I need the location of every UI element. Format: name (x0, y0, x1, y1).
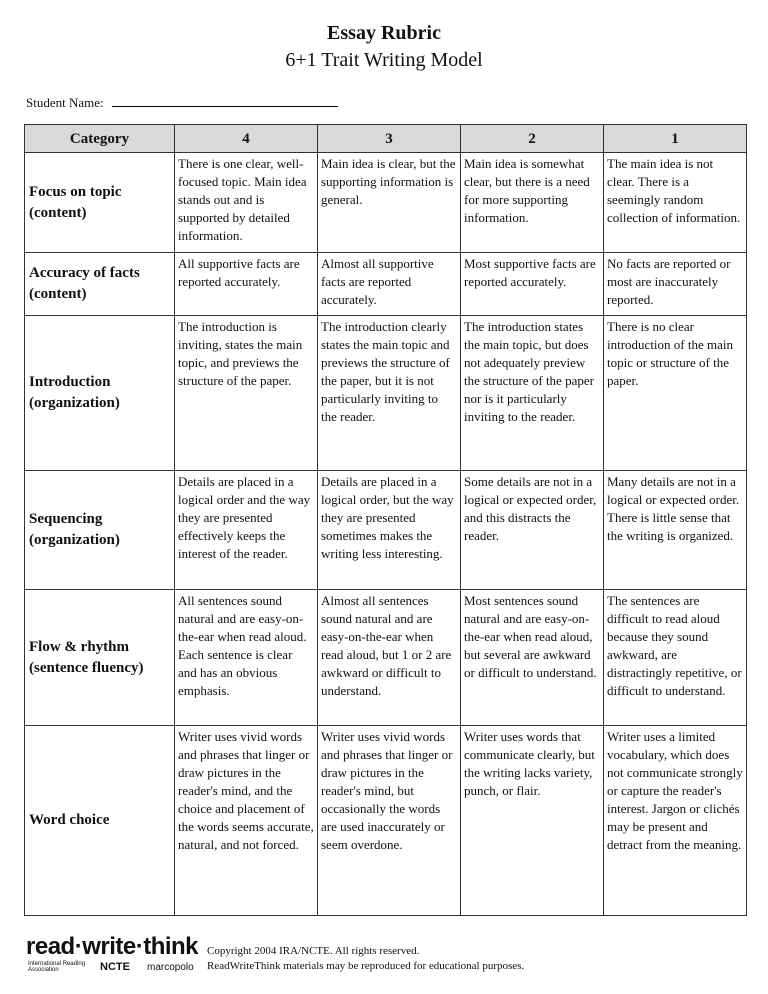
category-cell (25, 253, 175, 316)
criteria-cell: The introduction states the main topic, but does not adequately preview the structure of the paper nor is it particularly inviting to the reader. (461, 316, 604, 471)
header-score-4: 4 (175, 125, 318, 153)
criteria-cell: Writer uses a limited vocabulary, which does not communicate strongly or capture the reader's interest. Jargon or clichés may be present and detract from the meaning. (604, 726, 747, 916)
criteria-cell: Almost all supportive facts are reported accurately. (318, 253, 461, 316)
reproduction-text: ReadWriteThink materials may be reproduced for educational purposes. (207, 960, 525, 972)
criteria-cell: The sentences are difficult to read aloud because they sound awkward, are distractingly repetitive, or difficult to understand. (604, 590, 747, 726)
table-row (25, 471, 747, 590)
category-name: Focus on topic (29, 183, 122, 200)
criteria-cell: Details are placed in a logical order and the way they are presented effectively keeps the interest of the reader. (175, 471, 318, 590)
category-name: Flow & rhythm (29, 638, 129, 655)
header-row (25, 125, 747, 153)
header-score-1: 1 (604, 125, 747, 153)
criteria-cell: The main idea is not clear. There is a seemingly random collection of information. (604, 153, 747, 253)
criteria-cell: Main idea is clear, but the supporting information is general. (318, 153, 461, 253)
criteria-cell: There is one clear, well-focused topic. Main idea stands out and is supported by detailed information. (175, 153, 318, 253)
table-row (25, 316, 747, 471)
page-footer (26, 933, 746, 976)
category-cell (25, 471, 175, 590)
page-title: Essay Rubric (327, 22, 441, 44)
table-row (25, 153, 747, 253)
category-cell (25, 590, 175, 726)
category-cell (25, 726, 175, 916)
criteria-cell: Writer uses words that communicate clearly, but the writing lacks variety, punch, or flair. (461, 726, 604, 916)
logo-wordmark: read·write·think (26, 933, 199, 960)
criteria-cell: Details are placed in a logical order, but the way they are presented sometimes makes the writing less interesting. (318, 471, 461, 590)
category-cell (25, 316, 175, 471)
criteria-cell: Most sentences sound natural and are easy-on-the-ear when read aloud, but several are awkward or difficult to understand. (461, 590, 604, 726)
criteria-cell: No facts are reported or most are inaccurately reported. (604, 253, 747, 316)
copyright-text: Copyright 2004 IRA/NCTE. All rights reserved. (207, 945, 420, 957)
page-subtitle: 6+1 Trait Writing Model (285, 49, 483, 71)
category-trait: (organization) (29, 395, 120, 411)
category-trait: (content) (29, 204, 87, 221)
table-row (25, 590, 747, 726)
criteria-cell: Almost all sentences sound natural and are easy-on-the-ear when read aloud, but 1 or 2 are awkward or difficult to understand. (318, 590, 461, 726)
copyright-notice (207, 944, 524, 974)
category-name: Word choice (29, 812, 110, 828)
criteria-cell: There is no clear introduction of the main topic or structure of the paper. (604, 316, 747, 471)
criteria-cell: Writer uses vivid words and phrases that linger or draw pictures in the reader's mind, but occasionally the words are used inaccurately or seem overdone. (318, 726, 461, 916)
table-row (25, 253, 747, 316)
criteria-cell: Writer uses vivid words and phrases that linger or draw pictures in the reader's mind, and the choice and placement of the words seems accurate, natural, and not forced. (175, 726, 318, 916)
category-name: Introduction (29, 374, 111, 390)
category-trait: (organization) (29, 532, 120, 548)
criteria-cell: The introduction is inviting, states the main topic, and previews the structure of the paper. (175, 316, 318, 471)
criteria-cell: All supportive facts are reported accurately. (175, 253, 318, 316)
header-score-2: 2 (461, 125, 604, 153)
student-name-line (112, 94, 338, 107)
criteria-cell: Some details are not in a logical or expected order, and this distracts the reader. (461, 471, 604, 590)
criteria-cell: Main idea is somewhat clear, but there is a need for more supporting information. (461, 153, 604, 253)
category-cell (25, 153, 175, 253)
logo-ira: International Reading Association (28, 961, 86, 973)
rubric-table (24, 124, 747, 916)
criteria-cell: The introduction clearly states the main topic and previews the structure of the paper, but it is not particularly inviting to the reader. (318, 316, 461, 471)
category-trait: (content) (29, 286, 87, 302)
table-row (25, 726, 747, 916)
student-name-field (26, 94, 338, 111)
category-name: Sequencing (29, 511, 103, 527)
readwritethink-logo (26, 933, 199, 976)
criteria-cell: Most supportive facts are reported accurately. (461, 253, 604, 316)
category-trait: (sentence fluency) (29, 659, 144, 676)
criteria-cell: Many details are not in a logical or expected order. There is little sense that the writing is organized. (604, 471, 747, 590)
student-name-label: Student Name: (26, 95, 104, 110)
header-score-3: 3 (318, 125, 461, 153)
category-name: Accuracy of facts (29, 265, 140, 281)
logo-marcopolo: marcopolo (147, 962, 194, 973)
header-category: Category (25, 125, 175, 153)
criteria-cell: All sentences sound natural and are easy-on-the-ear when read aloud. Each sentence is clear and has an obvious emphasis. (175, 590, 318, 726)
logo-ncte: NCTE (100, 961, 130, 973)
